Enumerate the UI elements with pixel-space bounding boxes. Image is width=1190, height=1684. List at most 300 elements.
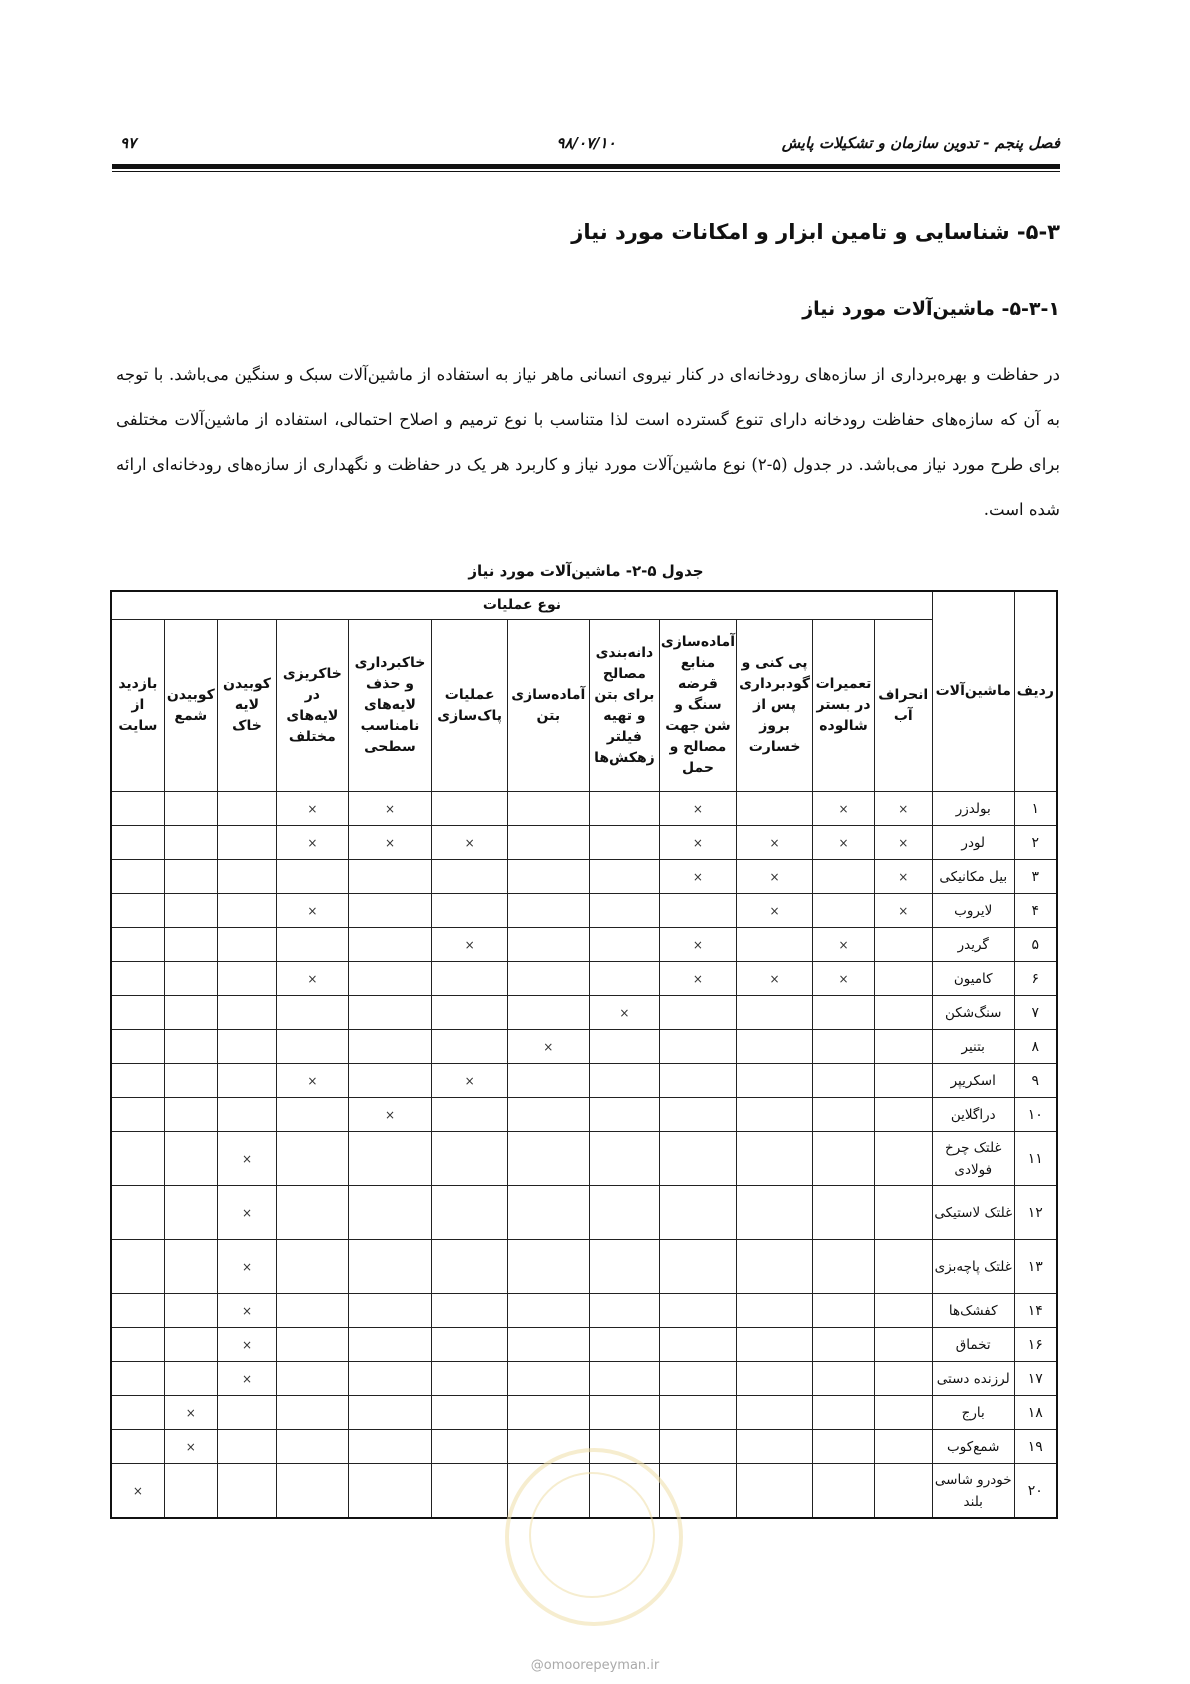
- empty-cell: [507, 860, 589, 894]
- table-row: [111, 996, 1057, 1030]
- empty-cell: [432, 1132, 508, 1186]
- row-number-cell: ۱۶: [1014, 1328, 1057, 1362]
- mark-cell: ×: [348, 1098, 432, 1132]
- empty-cell: [277, 860, 349, 894]
- chapter-title: فصل پنجم - تدوین سازمان و تشکیلات پایش: [781, 134, 1060, 152]
- machine-name-cell: شمع‌کوب: [932, 1430, 1014, 1464]
- empty-cell: [111, 928, 164, 962]
- section-title: ۵-۳- شناسایی و تامین ابزار و امکانات مورد نیاز: [571, 220, 1060, 244]
- empty-cell: [589, 962, 659, 996]
- mark-cell: ×: [589, 996, 659, 1030]
- empty-cell: [874, 1328, 932, 1362]
- empty-cell: [660, 894, 737, 928]
- empty-cell: [111, 1064, 164, 1098]
- empty-cell: [277, 1294, 349, 1328]
- row-number-cell: ۳: [1014, 860, 1057, 894]
- empty-cell: [874, 1030, 932, 1064]
- empty-cell: [736, 1064, 813, 1098]
- empty-cell: [507, 1098, 589, 1132]
- table-row: [111, 1186, 1057, 1240]
- empty-cell: [217, 1030, 276, 1064]
- header-operation: کوبیدن شمع: [164, 620, 217, 792]
- machine-name-cell: بتنیر: [932, 1030, 1014, 1064]
- empty-cell: [111, 1240, 164, 1294]
- mark-cell: ×: [217, 1362, 276, 1396]
- table-row: [111, 1132, 1057, 1186]
- empty-cell: [589, 792, 659, 826]
- row-number-cell: ۱۷: [1014, 1362, 1057, 1396]
- header-machine: ماشین‌آلات: [932, 591, 1014, 792]
- empty-cell: [348, 1362, 432, 1396]
- empty-cell: [660, 1294, 737, 1328]
- empty-cell: [111, 894, 164, 928]
- mark-cell: ×: [660, 860, 737, 894]
- empty-cell: [217, 1396, 276, 1430]
- table-row: [111, 1240, 1057, 1294]
- body-paragraph: در حفاظت و بهره‌برداری از سازه‌های رودخانه‌ای در کنار نیروی انسانی ماهر نیاز به استفاده از ماشین‌آلات سبک و سنگین می‌باشد. با توجه به آن که سازه‌های حفاظت رودخانه دارای تنوع گسترده است لذا متناسب با نوع ترمیم و اصلاح احتمالی، استفاده از ماشین‌آلات مختلفی برای طرح مورد نیاز می‌باشد. در جدول (۵-۲) نوع ماشین‌آلات مورد نیاز و کاربرد هر یک در حفاظت و نگهداری از سازه‌های رودخانه‌ای ارائه شده است.: [116, 365, 1060, 519]
- empty-cell: [589, 826, 659, 860]
- machine-name-cell: خودرو شاسی بلند: [932, 1464, 1014, 1519]
- empty-cell: [348, 996, 432, 1030]
- empty-cell: [164, 860, 217, 894]
- mark-cell: ×: [874, 894, 932, 928]
- empty-cell: [507, 1186, 589, 1240]
- empty-cell: [277, 1430, 349, 1464]
- empty-cell: [813, 1186, 874, 1240]
- empty-cell: [432, 962, 508, 996]
- empty-cell: [217, 1064, 276, 1098]
- empty-cell: [660, 1098, 737, 1132]
- empty-cell: [348, 1064, 432, 1098]
- empty-cell: [277, 1098, 349, 1132]
- empty-cell: [589, 1064, 659, 1098]
- machine-name-cell: بولدزر: [932, 792, 1014, 826]
- empty-cell: [507, 996, 589, 1030]
- empty-cell: [736, 1464, 813, 1519]
- empty-cell: [736, 1328, 813, 1362]
- empty-cell: [164, 894, 217, 928]
- empty-cell: [507, 826, 589, 860]
- table-row: [111, 792, 1057, 826]
- empty-cell: [507, 1294, 589, 1328]
- machine-name-cell: گریدر: [932, 928, 1014, 962]
- empty-cell: [507, 792, 589, 826]
- empty-cell: [111, 1294, 164, 1328]
- page-header: [112, 128, 1060, 168]
- empty-cell: [217, 1098, 276, 1132]
- row-number-cell: ۲۰: [1014, 1464, 1057, 1519]
- footer-site: @omoorepeyman.ir: [530, 1658, 660, 1673]
- empty-cell: [348, 1240, 432, 1294]
- empty-cell: [736, 996, 813, 1030]
- machine-name-cell: لرزنده دستی: [932, 1362, 1014, 1396]
- empty-cell: [660, 1396, 737, 1430]
- empty-cell: [277, 1186, 349, 1240]
- mark-cell: ×: [813, 792, 874, 826]
- empty-cell: [348, 1030, 432, 1064]
- empty-cell: [217, 860, 276, 894]
- subsection-title: ۵-۳-۱- ماشین‌آلات مورد نیاز: [802, 298, 1060, 320]
- machine-name-cell: کامیون: [932, 962, 1014, 996]
- empty-cell: [348, 860, 432, 894]
- mark-cell: ×: [660, 826, 737, 860]
- header-operation: بازدید از سایت: [111, 620, 164, 792]
- empty-cell: [432, 792, 508, 826]
- row-number-cell: ۱۴: [1014, 1294, 1057, 1328]
- empty-cell: [660, 1064, 737, 1098]
- mark-cell: ×: [660, 962, 737, 996]
- empty-cell: [874, 1240, 932, 1294]
- empty-cell: [589, 1186, 659, 1240]
- empty-cell: [589, 1132, 659, 1186]
- empty-cell: [589, 1294, 659, 1328]
- empty-cell: [813, 996, 874, 1030]
- empty-cell: [111, 1186, 164, 1240]
- empty-cell: [217, 928, 276, 962]
- mark-cell: ×: [874, 792, 932, 826]
- empty-cell: [217, 826, 276, 860]
- empty-cell: [589, 1240, 659, 1294]
- empty-cell: [660, 1328, 737, 1362]
- mark-cell: ×: [277, 826, 349, 860]
- empty-cell: [507, 894, 589, 928]
- empty-cell: [813, 1030, 874, 1064]
- mark-cell: ×: [277, 792, 349, 826]
- empty-cell: [589, 928, 659, 962]
- empty-cell: [217, 894, 276, 928]
- header-operation: انحراف آب: [874, 620, 932, 792]
- header-operation-type: نوع عملیات: [111, 591, 932, 620]
- empty-cell: [432, 1396, 508, 1430]
- empty-cell: [348, 1396, 432, 1430]
- empty-cell: [432, 1328, 508, 1362]
- empty-cell: [164, 1240, 217, 1294]
- row-number-cell: ۱۰: [1014, 1098, 1057, 1132]
- empty-cell: [874, 1396, 932, 1430]
- empty-cell: [217, 962, 276, 996]
- empty-cell: [348, 1430, 432, 1464]
- mark-cell: ×: [660, 792, 737, 826]
- table-body: [111, 792, 1057, 1519]
- empty-cell: [164, 1132, 217, 1186]
- row-number-cell: ۱۳: [1014, 1240, 1057, 1294]
- empty-cell: [813, 1464, 874, 1519]
- empty-cell: [507, 962, 589, 996]
- empty-cell: [432, 1294, 508, 1328]
- mark-cell: ×: [164, 1396, 217, 1430]
- header-operation: آماده‌سازی منابع قرضه سنگ و شن جهت مصالح و حمل: [660, 620, 737, 792]
- empty-cell: [874, 962, 932, 996]
- empty-cell: [813, 1362, 874, 1396]
- header-operation: عملیات پاک‌سازی: [432, 620, 508, 792]
- empty-cell: [164, 996, 217, 1030]
- header-operation: کوبیدن لایه خاک: [217, 620, 276, 792]
- empty-cell: [736, 1030, 813, 1064]
- table-row: [111, 1396, 1057, 1430]
- empty-cell: [217, 996, 276, 1030]
- empty-cell: [164, 928, 217, 962]
- row-number-cell: ۴: [1014, 894, 1057, 928]
- empty-cell: [111, 1098, 164, 1132]
- row-number-cell: ۲: [1014, 826, 1057, 860]
- header-date: ۹۸/۰۷/۱۰: [556, 134, 616, 152]
- empty-cell: [736, 1430, 813, 1464]
- empty-cell: [660, 1030, 737, 1064]
- page-number: ۹۷: [120, 134, 137, 152]
- mark-cell: ×: [164, 1430, 217, 1464]
- mark-cell: ×: [432, 826, 508, 860]
- empty-cell: [348, 894, 432, 928]
- empty-cell: [277, 1396, 349, 1430]
- empty-cell: [348, 1464, 432, 1519]
- mark-cell: ×: [348, 826, 432, 860]
- empty-cell: [660, 996, 737, 1030]
- header-operation: پی کنی و گودبرداری پس از بروز خسارت: [736, 620, 813, 792]
- empty-cell: [432, 1464, 508, 1519]
- empty-cell: [164, 1098, 217, 1132]
- empty-cell: [736, 1186, 813, 1240]
- empty-cell: [164, 1362, 217, 1396]
- empty-cell: [589, 1030, 659, 1064]
- empty-cell: [432, 1030, 508, 1064]
- empty-cell: [164, 1186, 217, 1240]
- table-row: [111, 1294, 1057, 1328]
- row-number-cell: ۱۸: [1014, 1396, 1057, 1430]
- empty-cell: [589, 1098, 659, 1132]
- empty-cell: [874, 1464, 932, 1519]
- mark-cell: ×: [277, 962, 349, 996]
- table-row: [111, 962, 1057, 996]
- empty-cell: [874, 1186, 932, 1240]
- mark-cell: ×: [874, 826, 932, 860]
- table-caption: جدول ۵-۲- ماشین‌آلات مورد نیاز: [468, 562, 704, 580]
- empty-cell: [164, 1030, 217, 1064]
- empty-cell: [111, 962, 164, 996]
- row-number-cell: ۱۱: [1014, 1132, 1057, 1186]
- empty-cell: [111, 826, 164, 860]
- empty-cell: [277, 996, 349, 1030]
- table-row: [111, 894, 1057, 928]
- mark-cell: ×: [217, 1328, 276, 1362]
- machine-name-cell: لودر: [932, 826, 1014, 860]
- empty-cell: [507, 1396, 589, 1430]
- empty-cell: [507, 1328, 589, 1362]
- mark-cell: ×: [507, 1030, 589, 1064]
- machine-name-cell: لایروب: [932, 894, 1014, 928]
- empty-cell: [164, 826, 217, 860]
- empty-cell: [348, 1186, 432, 1240]
- mark-cell: ×: [217, 1294, 276, 1328]
- mark-cell: ×: [736, 860, 813, 894]
- empty-cell: [813, 860, 874, 894]
- mark-cell: ×: [432, 928, 508, 962]
- row-number-cell: ۷: [1014, 996, 1057, 1030]
- mark-cell: ×: [660, 928, 737, 962]
- empty-cell: [432, 894, 508, 928]
- empty-cell: [164, 1064, 217, 1098]
- empty-cell: [432, 1240, 508, 1294]
- empty-cell: [111, 1396, 164, 1430]
- empty-cell: [813, 894, 874, 928]
- empty-cell: [507, 1240, 589, 1294]
- machine-name-cell: غلتک پاچه‌بزی: [932, 1240, 1014, 1294]
- empty-cell: [348, 1132, 432, 1186]
- empty-cell: [813, 1294, 874, 1328]
- empty-cell: [164, 1464, 217, 1519]
- mark-cell: ×: [277, 894, 349, 928]
- machinery-table: [110, 590, 1058, 1519]
- empty-cell: [813, 1430, 874, 1464]
- empty-cell: [874, 996, 932, 1030]
- empty-cell: [874, 1098, 932, 1132]
- header-rule-thin: [112, 171, 1060, 172]
- empty-cell: [348, 928, 432, 962]
- mark-cell: ×: [736, 962, 813, 996]
- row-number-cell: ۹: [1014, 1064, 1057, 1098]
- table-row: [111, 1328, 1057, 1362]
- empty-cell: [111, 1132, 164, 1186]
- empty-cell: [507, 1064, 589, 1098]
- empty-cell: [217, 792, 276, 826]
- watermark-seal-inner: [529, 1472, 655, 1598]
- mark-cell: ×: [813, 928, 874, 962]
- row-number-cell: ۸: [1014, 1030, 1057, 1064]
- empty-cell: [432, 1098, 508, 1132]
- empty-cell: [736, 1396, 813, 1430]
- empty-cell: [589, 894, 659, 928]
- header-operation: دانه‌بندی مصالح برای بتن و تهیه فیلتر زهکش‌ها: [589, 620, 659, 792]
- empty-cell: [111, 1030, 164, 1064]
- empty-cell: [507, 1132, 589, 1186]
- empty-cell: [736, 1294, 813, 1328]
- empty-cell: [432, 1430, 508, 1464]
- header-rule-thick: [112, 164, 1060, 169]
- header-row-number: ردیف: [1014, 591, 1057, 792]
- mark-cell: ×: [813, 962, 874, 996]
- empty-cell: [813, 1132, 874, 1186]
- empty-cell: [277, 1464, 349, 1519]
- empty-cell: [432, 1186, 508, 1240]
- table-row: [111, 928, 1057, 962]
- empty-cell: [277, 928, 349, 962]
- empty-cell: [164, 962, 217, 996]
- mark-cell: ×: [217, 1186, 276, 1240]
- empty-cell: [432, 860, 508, 894]
- empty-cell: [589, 1328, 659, 1362]
- empty-cell: [874, 1132, 932, 1186]
- empty-cell: [660, 1430, 737, 1464]
- table-row: [111, 1362, 1057, 1396]
- mark-cell: ×: [348, 792, 432, 826]
- empty-cell: [164, 1294, 217, 1328]
- machine-name-cell: دراگلاین: [932, 1098, 1014, 1132]
- empty-cell: [348, 1294, 432, 1328]
- machine-name-cell: اسکریپر: [932, 1064, 1014, 1098]
- table-row: [111, 1098, 1057, 1132]
- empty-cell: [736, 928, 813, 962]
- mark-cell: ×: [813, 826, 874, 860]
- mark-cell: ×: [432, 1064, 508, 1098]
- row-number-cell: ۱: [1014, 792, 1057, 826]
- empty-cell: [111, 1362, 164, 1396]
- table-row: [111, 826, 1057, 860]
- empty-cell: [813, 1064, 874, 1098]
- machine-name-cell: کفشک‌ها: [932, 1294, 1014, 1328]
- row-number-cell: ۶: [1014, 962, 1057, 996]
- empty-cell: [874, 1064, 932, 1098]
- machine-name-cell: تخماق: [932, 1328, 1014, 1362]
- empty-cell: [874, 1362, 932, 1396]
- mark-cell: ×: [217, 1132, 276, 1186]
- machine-name-cell: بیل مکانیکی: [932, 860, 1014, 894]
- empty-cell: [277, 1030, 349, 1064]
- header-operation: آماده‌سازی بتن: [507, 620, 589, 792]
- mark-cell: ×: [277, 1064, 349, 1098]
- mark-cell: ×: [736, 826, 813, 860]
- mark-cell: ×: [736, 894, 813, 928]
- row-number-cell: ۵: [1014, 928, 1057, 962]
- header-operation: خاکبرداری و حذف لایه‌های نامناسب سطحی: [348, 620, 432, 792]
- empty-cell: [111, 1328, 164, 1362]
- empty-cell: [164, 1328, 217, 1362]
- empty-cell: [507, 1362, 589, 1396]
- empty-cell: [432, 1362, 508, 1396]
- header-operation: تعمیرات در بستر شالوده: [813, 620, 874, 792]
- machine-name-cell: بارج: [932, 1396, 1014, 1430]
- empty-cell: [736, 1132, 813, 1186]
- empty-cell: [432, 996, 508, 1030]
- machine-name-cell: غلتک چرخ فولادی: [932, 1132, 1014, 1186]
- empty-cell: [217, 1430, 276, 1464]
- empty-cell: [111, 860, 164, 894]
- watermark-seal: [505, 1448, 683, 1626]
- row-number-cell: ۱۹: [1014, 1430, 1057, 1464]
- table-row: [111, 1030, 1057, 1064]
- empty-cell: [874, 928, 932, 962]
- empty-cell: [736, 1240, 813, 1294]
- empty-cell: [660, 1132, 737, 1186]
- empty-cell: [660, 1186, 737, 1240]
- empty-cell: [277, 1362, 349, 1396]
- empty-cell: [277, 1132, 349, 1186]
- empty-cell: [111, 996, 164, 1030]
- empty-cell: [348, 962, 432, 996]
- empty-cell: [874, 1430, 932, 1464]
- empty-cell: [348, 1328, 432, 1362]
- empty-cell: [589, 1396, 659, 1430]
- empty-cell: [589, 860, 659, 894]
- empty-cell: [660, 1362, 737, 1396]
- empty-cell: [164, 792, 217, 826]
- empty-cell: [736, 1098, 813, 1132]
- empty-cell: [277, 1240, 349, 1294]
- empty-cell: [813, 1240, 874, 1294]
- header-operation: خاکریزی در لایه‌های مختلف: [277, 620, 349, 792]
- mark-cell: ×: [217, 1240, 276, 1294]
- empty-cell: [660, 1240, 737, 1294]
- empty-cell: [589, 1362, 659, 1396]
- empty-cell: [111, 792, 164, 826]
- mark-cell: ×: [874, 860, 932, 894]
- empty-cell: [874, 1294, 932, 1328]
- machine-name-cell: سنگ‌شکن: [932, 996, 1014, 1030]
- empty-cell: [736, 1362, 813, 1396]
- empty-cell: [813, 1396, 874, 1430]
- row-number-cell: ۱۲: [1014, 1186, 1057, 1240]
- empty-cell: [813, 1098, 874, 1132]
- table-row: [111, 860, 1057, 894]
- empty-cell: [507, 928, 589, 962]
